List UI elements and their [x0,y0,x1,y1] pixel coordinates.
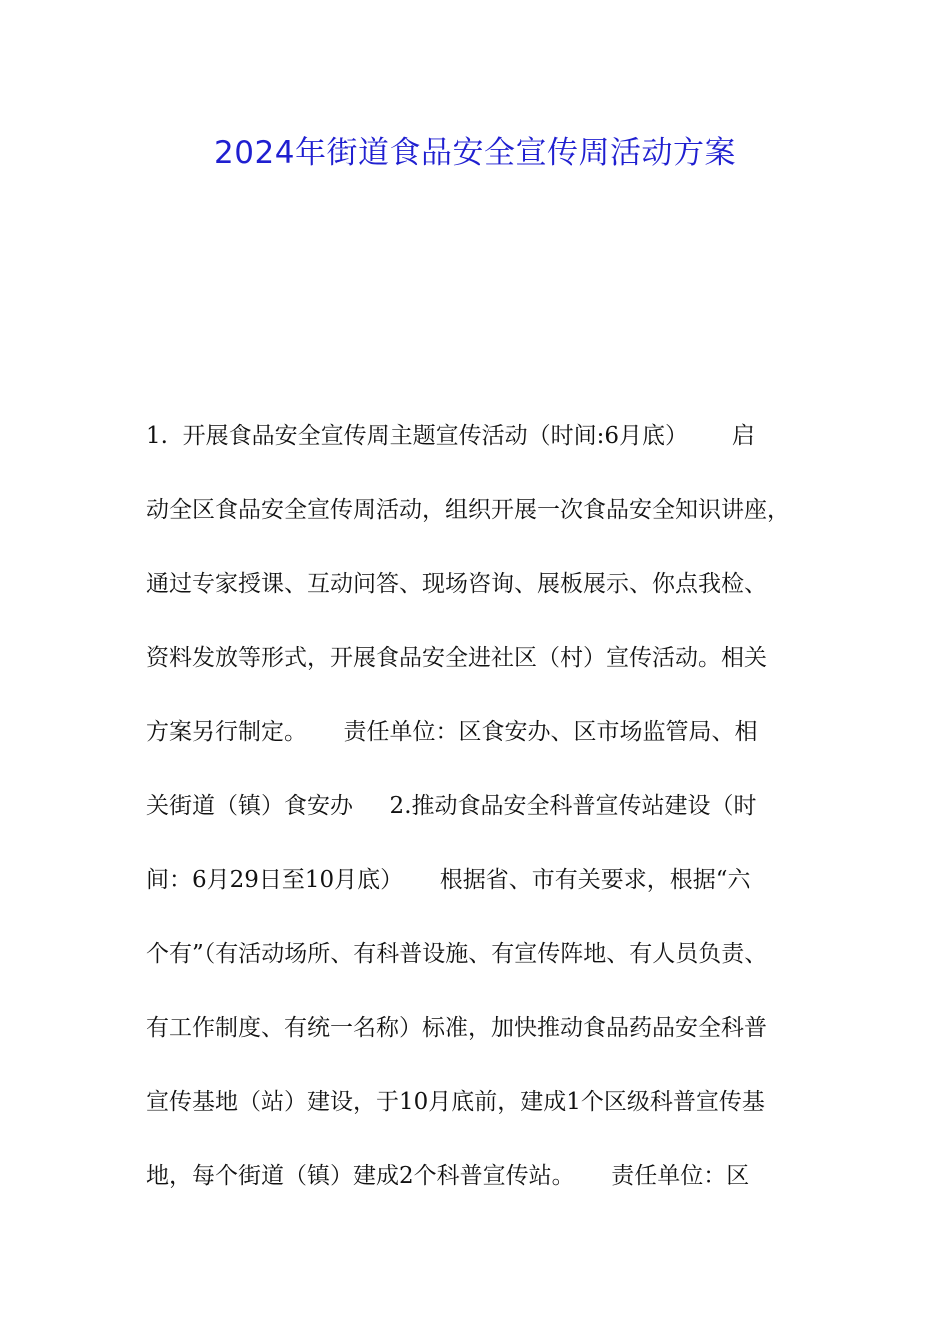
body-line: 宣传基地（站）建设，于10月底前，建成1个区级科普宣传基 [146,1089,765,1115]
body-line: 动全区食品安全宣传周活动，组织开展一次食品安全知识讲座， [146,497,790,523]
body-line: 地，每个街道（镇）建成2个科普宣传站。 责任单位：区 [146,1163,750,1189]
body-line: 关街道（镇）食安办 2.推动食品安全科普宣传站建设（时 [146,793,757,819]
body-line: 通过专家授课、互动问答、现场咨询、展板展示、你点我检、 [146,571,767,597]
body-line: 个有”（有活动场所、有科普设施、有宣传阵地、有人员负责、 [146,941,768,967]
body-line: 间：6月29日至10月底） 根据省、市有关要求，根据“六 [146,867,751,893]
body-line: 方案另行制定。 责任单位：区食安办、区市场监管局、相 [146,719,758,745]
document-title: 2024年街道食品安全宣传周活动方案 [214,135,736,171]
body-line: 资料发放等形式，开展食品安全进社区（村）宣传活动。相关 [146,645,767,671]
body-line: 1. 开展食品安全宣传周主题宣传活动（时间:6月底） 启 [146,423,755,449]
body-line: 有工作制度、有统一名称）标准，加快推动食品药品安全科普 [146,1015,767,1041]
